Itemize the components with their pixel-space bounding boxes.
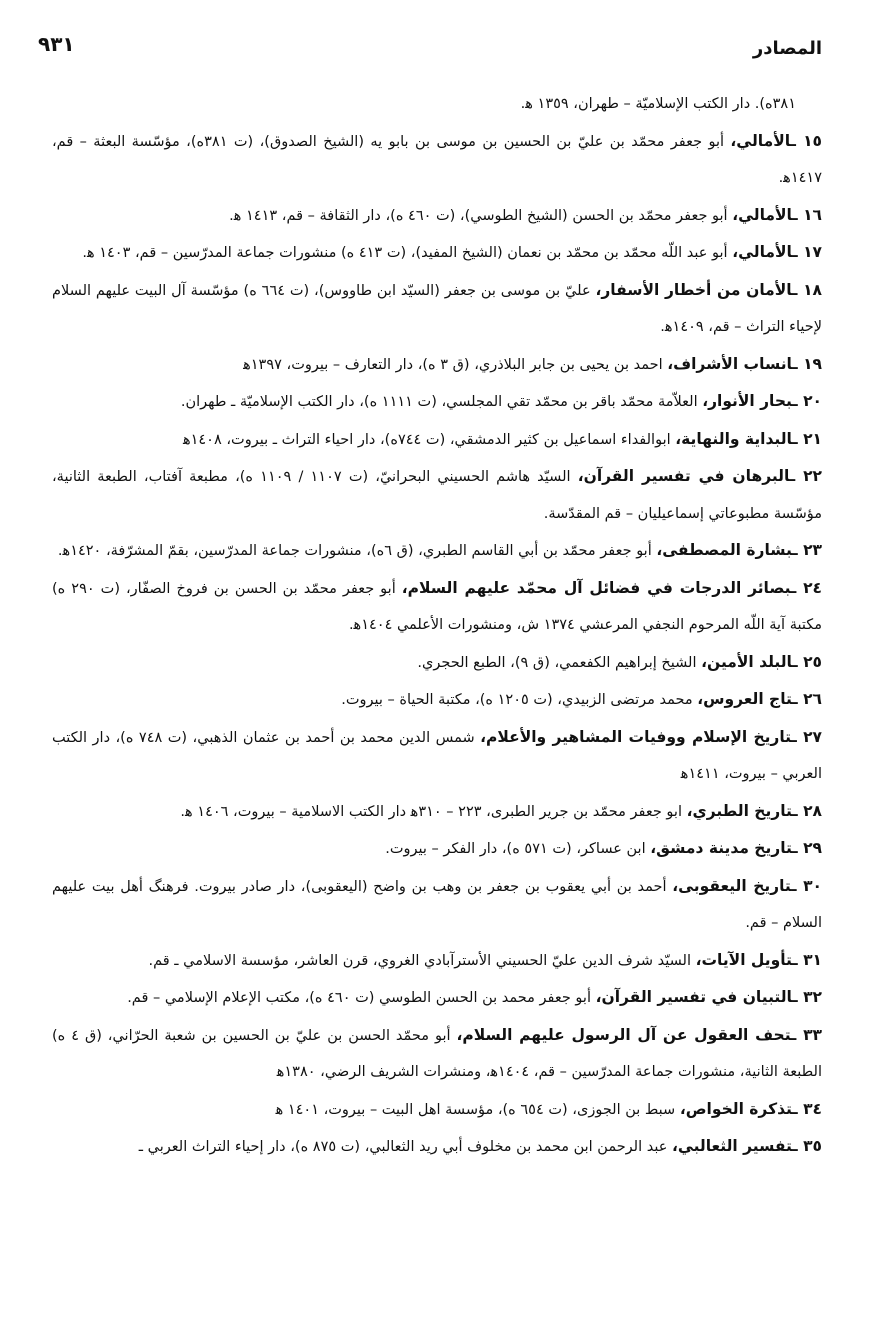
entry-title: الأمان من أخطار الأسفار، — [595, 280, 793, 299]
entry-text: عبد الرحمن ابن محمد بن مخلوف أبي ريد الثعالبي، (ت ٨٧٥ ه)، دار إحياء التراث العربي ـ — [138, 1139, 672, 1155]
entry-number: ٣٤ ـ — [792, 1099, 822, 1118]
entry-text: أبو جعفر محمّد بن الحسن بن فروخ الصفّار، (ت ٢٩٠ ه) مكتبة آية اللّه المرحوم النجفي المرعشي ١٣٧٤ ش، ومنشورات الأعلمي ١٤٠٤ه‍. — [52, 580, 822, 633]
running-head: المصادر — [752, 38, 822, 59]
entry-number: ٢٠ ـ — [792, 392, 822, 410]
entry-text: محمد مرتضى الزبيدي، (ت ١٢٠٥ ه)، مكتبة الحياة – بيروت. — [341, 692, 698, 708]
entry-title: الأمالي، — [732, 243, 793, 261]
entry-title: تحف العقول عن آل الرسول عليهم السلام، — [456, 1025, 792, 1044]
entry-number: ٣٥ ـ — [792, 1137, 822, 1155]
bibliography-entry — [52, 1128, 822, 1166]
bibliography-entry — [52, 197, 822, 235]
bibliography-entry — [52, 979, 822, 1017]
entry-title: تاريخ الطبري، — [686, 801, 793, 820]
entry-text: أبو جعفر محمد بن الحسن الطوسي (ت ٤٦٠ ه)، مكتب الإعلام الإسلامي – قم. — [127, 990, 596, 1006]
bibliography-entry — [52, 570, 822, 644]
entry-number: ٣١ ـ — [792, 950, 822, 969]
entry-text: أبو جعفر محمّد بن أبي القاسم الطبري، (ق ٦ه)، منشورات جماعة المدرّسين، بقمّ المشرّفة، ١٤٢٠ه‍. — [57, 543, 657, 559]
entry-number: ٣٣ ـ — [791, 1025, 822, 1044]
entry-number: ١٨ ـ — [792, 280, 822, 299]
entry-title: الأمالي، — [730, 131, 791, 150]
entry-text: السيّد شرف الدين عليّ الحسيني الأسترآبادي الغروي، قرن العاشر، مؤسسة الاسلامي ـ قم. — [148, 952, 696, 969]
entry-number: ٣٢ ـ — [792, 988, 822, 1006]
entry-title: البداية والنهاية، — [675, 429, 793, 448]
entry-number: ٢٤ ـ — [790, 578, 823, 597]
entry-text: أحمد بن أبي يعقوب بن جعفر بن وهب بن واضح (اليعقوبى)، دار صادر بيروت. فرهنگ أهل بيت عليهم السلام – قم. — [52, 878, 822, 931]
entry-text: ابن عساكر، (ت ٥٧١ ه)، دار الفكر – بيروت. — [385, 841, 651, 857]
page-number: ٩٣١ — [38, 32, 75, 56]
entry-text: أبو عبد اللّه محمّد بن محمّد بن نعمان (الشيخ المفيد)، (ت ٤١٣ ه) منشورات جماعة المدرّسين – قم، ١٤٠٣ ه‍. — [82, 245, 733, 261]
entry-number: ١٧ ـ — [792, 243, 822, 261]
entry-text: شمس الدين محمد بن أحمد بن عثمان الذهبي، (ت ٧٤٨ ه)، دار الكتب العربي – بيروت، ١٤١١ه‍ — [52, 729, 822, 782]
entry-number: ٢٧ ـ — [791, 727, 822, 746]
entry-number: ٢١ ـ — [792, 429, 822, 448]
bibliography-entry — [52, 383, 822, 421]
bibliography-entry — [52, 346, 822, 384]
entry-number: ٢٣ ـ — [792, 541, 822, 559]
entry-text: السيّد هاشم الحسيني البحرانيّ، (ت ١١٠٧ / ١١٠٩ ه)، مطبعة آفتاب، الطبعة الثانية، مؤسّسة مطبوعاتي إسماعيليان – قم المقدّسة. — [52, 469, 822, 522]
bibliography-entry-continuation — [52, 86, 822, 123]
bibliography-entry — [52, 942, 822, 980]
entry-title: تأويل الآيات، — [695, 950, 793, 969]
entry-title: بحار الأنوار، — [702, 392, 793, 410]
entry-title: البرهان في تفسير القرآن، — [577, 467, 790, 485]
bibliography-entry — [52, 421, 822, 459]
entry-title: تاريخ الإسلام ووفيات المشاهير والأعلام، — [480, 727, 792, 746]
entry-text: ابو جعفر محمّد بن جرير الطبرى، ٢٢٣ – ٣١٠ه‍ دار الكتب الاسلامية – بيروت، ١٤٠٦ ه‍. — [180, 803, 687, 820]
entry-text: ٣٨١ه). دار الكتب الإسلاميّة – طهران، ١٣٥٩ ه‍. — [520, 96, 796, 112]
entry-text: أبو محمّد الحسن بن عليّ بن الحسين بن شعبة الحرّاني، (ق ٤ ه) الطبعة الثانية، منشورات جماعة المدرّسين – قم، ١٤٠٤ه‍، ومنشرات الشريف الرضي، ١٣٨٠ه‍ — [52, 1027, 822, 1080]
entry-title: البلد الأمين، — [701, 652, 793, 671]
bibliography-entry — [52, 1091, 822, 1129]
entry-text: سبط بن الجوزى، (ت ٦٥٤ ه)، مؤسسة اهل البيت – بيروت، ١٤٠١ ه‍ — [275, 1101, 680, 1118]
entry-title: بصائر الدرجات في فضائل آل محمّد عليهم السلام، — [401, 578, 791, 597]
entry-title: بشارة المصطفى، — [656, 541, 793, 559]
entry-title: الأمالي، — [732, 205, 793, 224]
bibliography-entry — [52, 123, 822, 197]
entry-text: أبو جعفر محمّد بن عليّ بن الحسين بن موسى بن بابو يه (الشيخ الصدوق)، (ت ٣٨١ه)، مؤسّسة البعثة – قم، ١٤١٧ه‍. — [52, 133, 822, 186]
bibliography-entry — [52, 1017, 822, 1091]
entry-title: تاج العروس، — [697, 690, 793, 708]
entry-number: ١٩ ـ — [792, 354, 822, 373]
entry-title: تاريخ اليعقوبى، — [672, 876, 792, 895]
bibliography-list — [52, 86, 822, 1166]
bibliography-entry — [52, 681, 822, 719]
entry-title: انساب الأشراف، — [667, 354, 793, 373]
entry-number: ٢٢ ـ — [789, 467, 822, 485]
entry-number: ٢٩ ـ — [792, 839, 822, 857]
entry-number: ١٦ ـ — [792, 205, 822, 224]
bibliography-entry — [52, 719, 822, 793]
bibliography-entry — [52, 458, 822, 532]
entry-number: ١٥ ـ — [790, 131, 822, 150]
entry-number: ٢٦ ـ — [792, 690, 822, 708]
entry-text: العلاّمة محمّد باقر بن محمّد تقي المجلسي، (ت ١١١١ ه)، دار الكتب الإسلاميّة ـ طهران. — [180, 394, 703, 410]
entry-text: أبو جعفر محمّد بن الحسن (الشيخ الطوسي)، (ت ٤٦٠ ه)، دار الثقافة – قم، ١٤١٣ ه‍. — [229, 207, 733, 224]
bibliography-entry — [52, 532, 822, 570]
entry-title: تاريخ مدينة دمشق، — [650, 839, 793, 857]
entry-text: الشيخ إبراهيم الكفعمي، (ق ٩)، الطبع الحجري. — [417, 654, 702, 671]
entry-title: تذكرة الخواص، — [679, 1099, 793, 1118]
entry-title: تفسير الثعالبي، — [672, 1137, 793, 1155]
entry-text: عليّ بن موسى بن جعفر (السيّد ابن طاووس)، (ت ٦٦٤ ه) مؤسّسة آل البيت عليهم السلام لإحياء التراث – قم، ١٤٠٩ه‍. — [52, 282, 822, 335]
entry-text: احمد بن يحيى بن جابر البلاذري، (ق ٣ ه)، دار التعارف – بيروت، ١٣٩٧ه‍ — [243, 356, 668, 373]
entry-number: ٣٠ ـ — [791, 876, 822, 895]
bibliography-entry — [52, 830, 822, 868]
bibliography-entry — [52, 234, 822, 272]
entry-number: ٢٥ ـ — [792, 652, 822, 671]
bibliography-entry — [52, 644, 822, 682]
bibliography-entry — [52, 272, 822, 346]
entry-title: التبيان في تفسير القرآن، — [595, 988, 793, 1006]
entry-number: ٢٨ ـ — [792, 801, 822, 820]
bibliography-entry — [52, 793, 822, 831]
bibliography-entry — [52, 868, 822, 942]
entry-text: ابوالفداء اسماعيل بن كثير الدمشقي، (ت ٧٤٤ه)، دار احياء التراث ـ بيروت، ١٤٠٨ه‍ — [182, 431, 676, 448]
